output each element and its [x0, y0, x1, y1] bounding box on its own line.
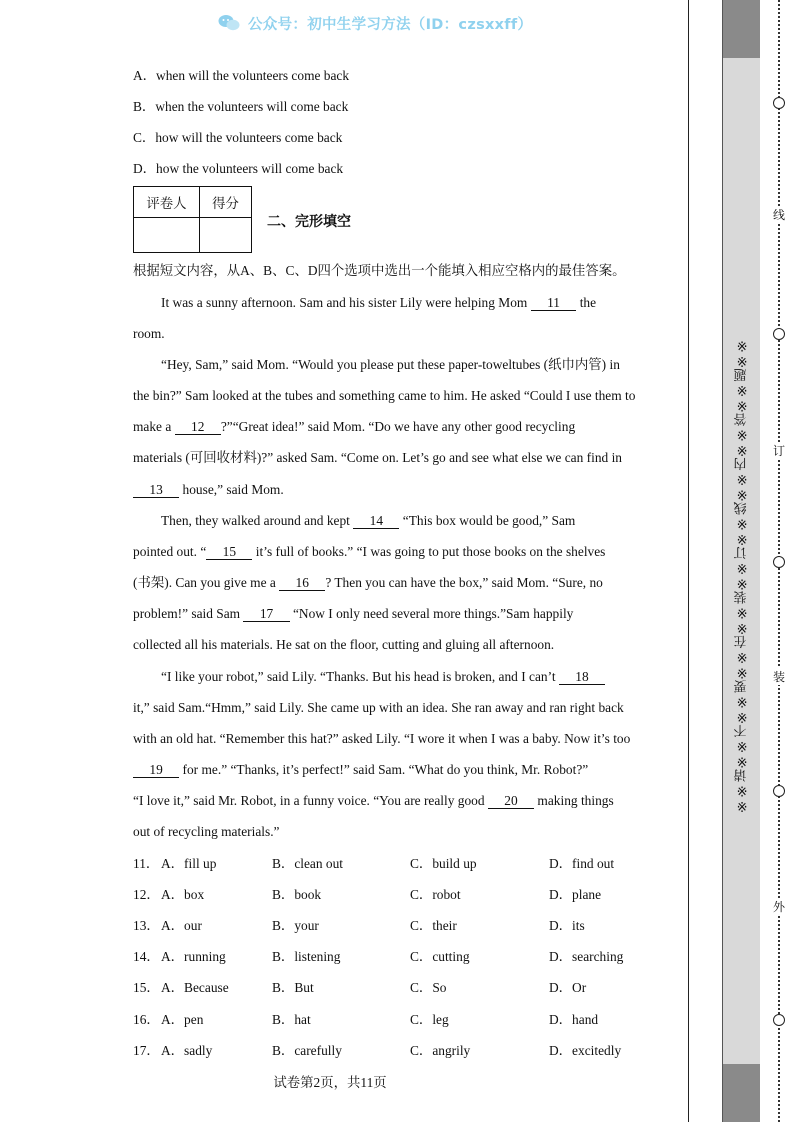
blank-16: [279, 575, 325, 591]
prev-option-b: B．when the volunteers will come back: [133, 99, 349, 114]
passage-text: ?”“Great idea!” said Mom. “Do we have any other good recycling: [220, 419, 576, 434]
seal-circle: [773, 328, 785, 340]
passage-text: make a: [133, 419, 175, 434]
section-title: 二、完形填空: [267, 214, 351, 230]
watermark: [218, 12, 558, 34]
question-row: [133, 886, 693, 904]
passage-text: “This box would be good,” Sam: [399, 513, 576, 528]
option-b: B．But: [272, 980, 314, 995]
passage-text: problem!” said Sam: [133, 606, 244, 621]
passage-line: [133, 543, 605, 561]
passage-line: [133, 605, 573, 623]
prev-option-a: A．when will the volunteers come back: [133, 68, 350, 83]
option-c: C．cutting: [410, 949, 470, 964]
seal-circle: [773, 1014, 785, 1026]
blank-number: 12: [191, 419, 205, 434]
blank-15: [206, 544, 252, 560]
binding-warning: ※※请※※不※※要※※在※※装※※订※※线※※内※※答※※题※※: [734, 337, 750, 813]
prev-option-c: C．how will the volunteers come back: [133, 130, 343, 145]
option-d: D．searching: [549, 949, 624, 964]
passage-text: It was a sunny afternoon. Sam and his sister Lily were helping Mom: [161, 295, 531, 310]
passage-text: “I like your robot,” said Lily. “Thanks. But his head is broken, and I can’t: [161, 669, 559, 684]
question-number: 11．: [133, 856, 160, 871]
passage-line: [133, 481, 284, 499]
seal-mark-zhuang: 装: [770, 668, 788, 685]
score-table: [133, 186, 252, 253]
seal-line: [764, 0, 794, 1122]
question-row: [133, 855, 693, 873]
option-d: D．its: [549, 918, 585, 933]
blank-18: [559, 669, 605, 685]
passage-text: it’s full of books.” “I was going to put those books on the shelves: [252, 544, 606, 559]
option-a: A．fill up: [161, 856, 217, 871]
blank-number: 17: [259, 606, 274, 621]
passage-line: [133, 792, 614, 810]
question-number: 13．: [133, 918, 160, 933]
blank-number: 16: [295, 575, 309, 590]
watermark-text: 公众号：初中生学习方法（ID：czsxxff）: [248, 16, 533, 33]
passage-line: materials (可回收材料)?” asked Sam. “Come on. Let’s go and see what else we can find in: [133, 450, 622, 465]
option-c: C．build up: [410, 856, 477, 871]
binding-cap-bottom: [723, 1064, 760, 1122]
option-a: A．box: [161, 887, 205, 902]
blank-11: [531, 295, 577, 311]
option-d: D．excitedly: [549, 1043, 622, 1058]
option-d: D．hand: [549, 1012, 599, 1027]
option-a: A．running: [161, 949, 226, 964]
binding-cap-top: [723, 0, 760, 58]
blank-number: 18: [575, 669, 589, 684]
passage-line: [133, 761, 588, 779]
option-b: B．book: [272, 887, 322, 902]
passage-line: [133, 418, 575, 436]
instruction: 根据短文内容，从A、B、C、D四个选项中选出一个能填入相应空格内的最佳答案。: [133, 263, 626, 278]
grader-cell: [134, 218, 200, 253]
passage-text: house,” said Mom.: [179, 482, 284, 497]
blank-19: [133, 762, 179, 778]
option-d: D．find out: [549, 856, 615, 871]
option-b: B．your: [272, 918, 319, 933]
page-footer: 试卷第2页，共11页: [273, 1075, 387, 1090]
blank-number: 13: [149, 482, 163, 497]
option-b: B．listening: [272, 949, 341, 964]
score-header: 得分: [200, 187, 252, 218]
passage-line: the bin?” Sam looked at the tubes and something came to him. He asked “Could I use them to: [133, 388, 636, 403]
question-number: 16．: [133, 1012, 160, 1027]
blank-number: 11: [547, 295, 560, 310]
option-a: A．sadly: [161, 1043, 213, 1058]
question-row: [133, 979, 693, 997]
passage-line: collected all his materials. He sat on the floor, cutting and gluing all afternoon.: [133, 637, 555, 652]
question-number: 12．: [133, 887, 160, 902]
blank-20: [488, 793, 534, 809]
option-a: A．Because: [161, 980, 229, 995]
blank-12: [175, 419, 221, 435]
seal-mark-ding: 订: [770, 442, 788, 459]
blank-17: [243, 606, 289, 622]
passage-text: (书架). Can you give me a: [133, 575, 280, 590]
passage-text: Then, they walked around and kept: [161, 513, 354, 528]
option-a: A．our: [161, 918, 202, 933]
option-a: A．pen: [161, 1012, 204, 1027]
question-row: [133, 948, 693, 966]
score-cell: [200, 218, 252, 253]
option-b: B．carefully: [272, 1043, 342, 1058]
blank-number: 14: [369, 513, 384, 528]
option-c: C．angrily: [410, 1043, 471, 1058]
passage-line: [161, 294, 596, 312]
option-d: D．plane: [549, 887, 602, 902]
option-d: D．Or: [549, 980, 587, 995]
blank-number: 15: [222, 544, 237, 559]
option-b: B．clean out: [272, 856, 344, 871]
question-number: 17．: [133, 1043, 160, 1058]
wechat-icon: [218, 14, 240, 32]
passage-text: “Now I only need several more things.”Sam happily: [289, 606, 574, 621]
blank-14: [353, 513, 399, 529]
passage-text: ? Then you can have the box,” said Mom. “Sure, no: [325, 575, 603, 590]
passage-line: with an old hat. “Remember this hat?” asked Lily. “I wore it when I was a baby. Now it’s too: [133, 731, 631, 746]
passage-text: “I love it,” said Mr. Robot, in a funny voice. “You are really good: [133, 793, 488, 808]
question-number: 15．: [133, 980, 160, 995]
option-c: C．robot: [410, 887, 461, 902]
passage-text: making things: [534, 793, 614, 808]
seal-circle: [773, 97, 785, 109]
option-c: C．their: [410, 918, 457, 933]
question-row: [133, 1011, 693, 1029]
blank-number: 19: [149, 762, 163, 777]
passage-text: for me.” “Thanks, it’s perfect!” said Sam. “What do you think, Mr. Robot?”: [179, 762, 589, 777]
blank-number: 20: [504, 793, 518, 808]
option-c: C．So: [410, 980, 447, 995]
question-number: 14．: [133, 949, 160, 964]
passage-text: pointed out. “: [133, 544, 207, 559]
question-row: [133, 1042, 693, 1060]
option-c: C．leg: [410, 1012, 449, 1027]
blank-13: [133, 482, 179, 498]
seal-mark-xian: 线: [770, 206, 788, 223]
passage-line: [161, 668, 605, 686]
passage-text: the: [576, 295, 597, 310]
prev-option-d: D．how the volunteers will come back: [133, 161, 344, 176]
option-b: B．hat: [272, 1012, 311, 1027]
question-row: [133, 917, 693, 935]
seal-mark-wai: 外: [770, 898, 788, 915]
passage-line: [133, 574, 603, 592]
passage-line: room.: [133, 326, 165, 341]
passage-line: out of recycling materials.”: [133, 824, 280, 839]
seal-circle: [773, 785, 785, 797]
grader-header: 评卷人: [134, 187, 200, 218]
seal-circle: [773, 556, 785, 568]
passage-line: it,” said Sam.“Hmm,” said Lily. She came up with an idea. She ran away and ran right back: [133, 700, 624, 715]
passage-line: “Hey, Sam,” said Mom. “Would you please put these paper-toweltubes (纸巾内管) in: [161, 357, 620, 372]
passage-line: [161, 512, 575, 530]
